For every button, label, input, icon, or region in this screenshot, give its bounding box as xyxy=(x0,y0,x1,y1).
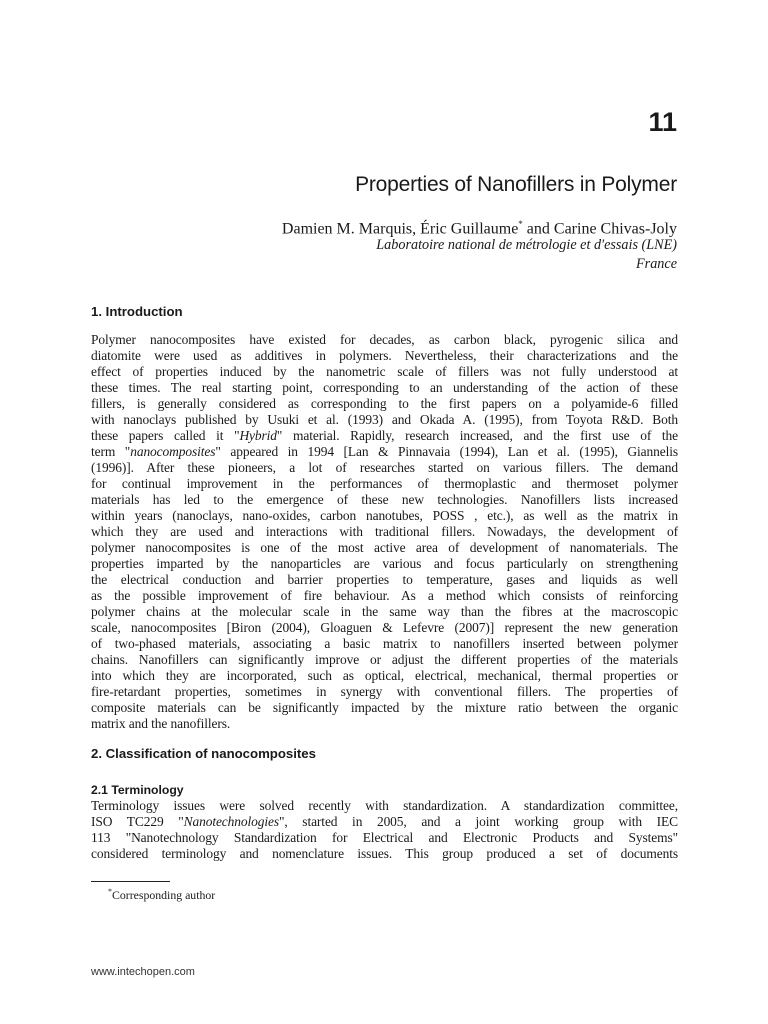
text-line: these papers called it "Hybrid" material. Rapidly, research increased, and the first use of the xyxy=(91,428,679,443)
text-line: scale, nanocomposites [Biron (2004), Gloaguen & Lefevre (2007)] represent the new generation xyxy=(91,620,678,635)
footnote xyxy=(108,884,215,903)
corresponding-author-mark: * xyxy=(518,219,523,229)
text-line: considered terminology and nomenclature issues. This group produced a set of documents xyxy=(91,846,678,861)
affiliation-institution: Laboratoire national de métrologie et d'essais (LNE) xyxy=(376,237,677,253)
text-line: (1996)]. After these pioneers, a lot of researches started on various fillers. The demand xyxy=(91,460,678,475)
author-name: Damien M. Marquis, xyxy=(281,220,421,238)
footnote-mark: * xyxy=(108,887,112,896)
text-line: 113 "Nanotechnology Standardization for Electrical and Electronic Products and Systems" xyxy=(91,830,678,845)
text-line: ISO TC229 "Nanotechnologies", started in 2005, and a joint working group with IEC xyxy=(91,814,678,829)
text-line: matrix and the nanofillers. xyxy=(91,716,231,731)
text-line: within years (nanoclays, nano-oxides, carbon nanotubes, POSS , etc.), as well as the matrix in xyxy=(91,508,678,523)
section-heading-classification: 2. Classification of nanocomposites xyxy=(91,746,316,761)
text-line: properties imparted by the nanoparticles are various and focus particularly on strengthening xyxy=(91,556,678,571)
affiliation xyxy=(376,236,677,274)
terminology-paragraph xyxy=(91,798,678,862)
text-line: effect of properties induced by the nanometric scale of fillers was not fully understood at xyxy=(91,364,678,379)
text-line: materials has led to the emergence of these new technologies. Nanofillers lists increased xyxy=(91,492,678,507)
main-content xyxy=(91,302,678,862)
text-line: the electrical conduction and barrier properties to temperature, gases and liquids as well xyxy=(91,572,678,587)
text-line: into which they are incorporated, such as optical, electrical, mechanical, thermal properties or xyxy=(91,668,678,683)
text-line: for continual improvement in the performances of thermoplastic and thermoset polymer xyxy=(91,476,678,491)
text-line: Polymer nanocomposites have existed for decades, as carbon black, pyrogenic silica and xyxy=(91,332,678,347)
text-line: Terminology issues were solved recently with standardization. A standardization committee, xyxy=(91,798,678,813)
text-line: chains. Nanofillers can significantly improve or adjust the different properties of the materials xyxy=(91,652,678,667)
section-heading-introduction: 1. Introduction xyxy=(91,304,183,319)
text-line: diatomite were used as additives in polymers. Nevertheless, their characterizations and the xyxy=(91,348,678,363)
affiliation-country: France xyxy=(636,256,677,272)
chapter-number: 11 xyxy=(648,107,677,137)
text-line: fire-retardant properties, sometimes in synergy with conventional fillers. The properties of xyxy=(91,684,678,699)
text-line: these times. The real starting point, corresponding to an understanding of the action of these xyxy=(91,380,678,395)
chapter-title: Properties of Nanofillers in Polymer xyxy=(355,173,677,196)
text-line: which they are used and interactions with traditional fillers. Nowadays, the development of xyxy=(91,524,678,539)
footnote-text: Corresponding author xyxy=(112,887,216,902)
text-line: as the possible improvement of fire behaviour. As a method which consists of reinforcing xyxy=(91,588,678,603)
introduction-paragraph xyxy=(91,332,678,732)
footer-url: www.intechopen.com xyxy=(91,966,195,978)
author-name: Éric Guillaume xyxy=(420,220,519,238)
text-line: polymer nanocomposites is one of the most active area of development of nanomaterials. The xyxy=(91,540,678,555)
text-line: composite materials can be significantly impacted by the mixture ratio between the organic xyxy=(91,700,678,715)
text-line: fillers, is generally considered as corresponding to the first papers on a polyamide-6 filled xyxy=(91,396,678,411)
author-name: and Carine Chivas-Joly xyxy=(522,220,677,238)
text-line: polymer chains at the molecular scale in the same way than the fibres at the macroscopic xyxy=(91,604,678,619)
text-line: of two-phased materials, associating a basic matrix to nanofillers inserted between polymer xyxy=(91,636,678,651)
text-line: with nanoclays published by Usuki et al. (1993) and Okada A. (1995), from Toyota R&D. Both xyxy=(91,412,678,427)
text-line: term "nanocomposites" appeared in 1994 [Lan & Pinnavaia (1994), Lan et al. (1995), Giannelis xyxy=(91,444,679,459)
subsection-heading-terminology: 2.1 Terminology xyxy=(91,783,184,797)
footnote-rule xyxy=(91,881,170,882)
